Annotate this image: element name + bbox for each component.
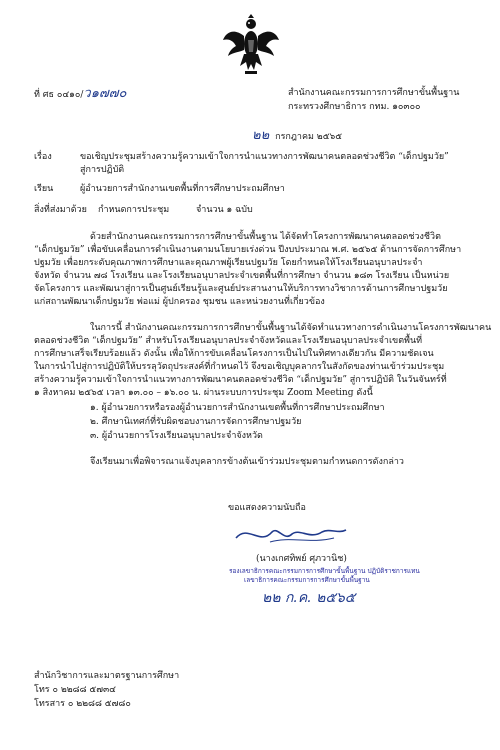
subject-line-1: ขอเชิญประชุมสร้างความรู้ความเข้าใจการนำแนวทางการพัฒนาคนตลอดช่วงชีวิต “เด็กปฐมวัย” — [80, 152, 449, 162]
signatory-name: (นางเกศทิพย์ ศุภวานิช) — [256, 554, 347, 564]
agency-name: สำนักงานคณะกรรมการการศึกษาขั้นพื้นฐาน — [288, 88, 460, 98]
recipient-label: เรียน — [34, 184, 54, 194]
closing-sentence: จึงเรียนมาเพื่อพิจารณาแจ้งบุคลากรข้างต้นเข้าร่วมประชุมตามกำหนดการดังกล่าว — [90, 457, 404, 467]
subject-label: เรื่อง — [34, 152, 52, 162]
body-p1-line-6: แก่สถานพัฒนาเด็กปฐมวัย พ่อแม่ ผู้ปกครอง ชุมชน และหน่วยงานที่เกี่ยวข้อง — [34, 297, 325, 307]
garuda-emblem-icon — [222, 14, 280, 76]
doc-number-handwritten: ว๑๗๗๐ — [83, 86, 127, 101]
enclosure-text: กำหนดการประชุม — [98, 205, 170, 215]
attendee-item-3: ๓. ผู้อำนวยการโรงเรียนอนุบาลประจำจังหวัด — [90, 431, 263, 441]
enclosure-count: จำนวน ๑ ฉบับ — [196, 205, 253, 215]
attendee-item-1: ๑. ผู้อำนวยการหรือรองผู้อำนวยการสำนักงานเขตพื้นที่การศึกษาประถมศึกษา — [90, 403, 385, 413]
attendee-item-2: ๒. ศึกษานิเทศก์ที่รับผิดชอบงานการจัดการศึกษาปฐมวัย — [90, 417, 302, 427]
body-p1-line-3: ปฐมวัย เพื่อยกระดับคุณภาพการศึกษาและคุณภาพผู้เรียนปฐมวัย โดยกำหนดให้โรงเรียนอนุบาลประจำ — [34, 258, 423, 268]
date-day-handwritten: ๒๒ — [252, 128, 270, 143]
subject-line-2: สู่การปฏิบัติ — [80, 165, 125, 175]
footer-phone: โทร ๐ ๒๒๘๘ ๕๗๓๔ — [34, 685, 116, 695]
signature-scribble — [230, 520, 350, 548]
signature-handwritten-date: ๒๒ ก.ค. ๒๕๖๕ — [262, 590, 356, 606]
footer-fax: โทรสาร ๐ ๒๒๘๘ ๕๗๘๐ — [34, 699, 131, 709]
date-month-year: กรกฎาคม ๒๕๖๕ — [275, 132, 343, 142]
signatory-title-line-2: เลขาธิการคณะกรรมการการศึกษาขั้นพื้นฐาน — [244, 576, 370, 584]
salutation: ขอแสดงความนับถือ — [228, 503, 306, 513]
body-p2-line-3: การศึกษาเสร็จเรียบร้อยแล้ว ดังนั้น เพื่อให้การขับเคลื่อนโครงการเป็นไปในทิศทางเดียวกัน มีความชัดเจน — [34, 349, 434, 359]
body-p2-line-5: สร้างความรู้ความเข้าใจการนำแนวทางการพัฒนาคนตลอดช่วงชีวิต “เด็กปฐมวัย” สู่การปฏิบัติ ในวันจันทร์ที่ — [34, 375, 447, 385]
enclosure-label: สิ่งที่ส่งมาด้วย — [34, 205, 87, 215]
document-number — [34, 88, 126, 101]
body-p2-line-4: ในการนำไปสู่การปฏิบัติให้บรรลุวัตถุประสงค์ที่กำหนดไว้ จึงขอเชิญบุคลากรในสังกัดของท่านเข้าร่วมประชุม — [34, 362, 445, 372]
body-p1-line-2: “เด็กปฐมวัย” เพื่อขับเคลื่อนการดำเนินงานตามนโยบายเร่งด่วน ปีงบประมาณ พ.ศ. ๒๕๖๕ ด้านการจัดการศึกษา — [34, 245, 462, 255]
body-p2-line-6: ๑ สิงหาคม ๒๕๖๕ เวลา ๑๓.๐๐ – ๑๖.๐๐ น. ผ่านระบบการประชุม Zoom Meeting ดังนี้ — [34, 388, 373, 398]
body-p1-line-4: จังหวัด จำนวน ๗๘ โรงเรียน และโรงเรียนอนุบาลประจำเขตพื้นที่การศึกษา จำนวน ๑๘๓ โรงเรียน เป็นหน่วย — [34, 271, 450, 281]
body-p2-line-1: ในการนี้ สำนักงานคณะกรรมการการศึกษาขั้นพื้นฐานได้จัดทำแนวทางการดำเนินงานโครงการพัฒนาคน — [90, 323, 492, 333]
body-p1-line-5: จัดโครงการ และพัฒนาสู่การเป็นศูนย์เรียนรู้และศูนย์ประสานงานให้บริการทางวิชาการด้านการศึกษาปฐมวัย — [34, 284, 448, 294]
signatory-title-line-1: รองเลขาธิการคณะกรรมการการศึกษาขั้นพื้นฐาน ปฏิบัติราชการแทน — [229, 567, 420, 575]
agency-address: กระทรวงศึกษาธิการ กทม. ๑๐๓๐๐ — [288, 102, 421, 112]
footer-office: สำนักวิชาการและมาตรฐานการศึกษา — [34, 671, 180, 681]
body-p2-line-2: ตลอดช่วงชีวิต “เด็กปฐมวัย” สำหรับโรงเรียนอนุบาลประจำจังหวัดและโรงเรียนอนุบาลประจำเขตพื้นที่ — [34, 336, 423, 346]
doc-number-prefix: ที่ ศธ ๐๔๑๐/ — [34, 90, 84, 100]
recipient-text: ผู้อำนวยการสำนักงานเขตพื้นที่การศึกษาประถมศึกษา — [80, 184, 285, 194]
body-p1-line-1: ด้วยสำนักงานคณะกรรมการการศึกษาขั้นพื้นฐาน ได้จัดทำโครงการพัฒนาคนตลอดช่วงชีวิต — [90, 232, 441, 242]
document-date — [252, 130, 342, 143]
